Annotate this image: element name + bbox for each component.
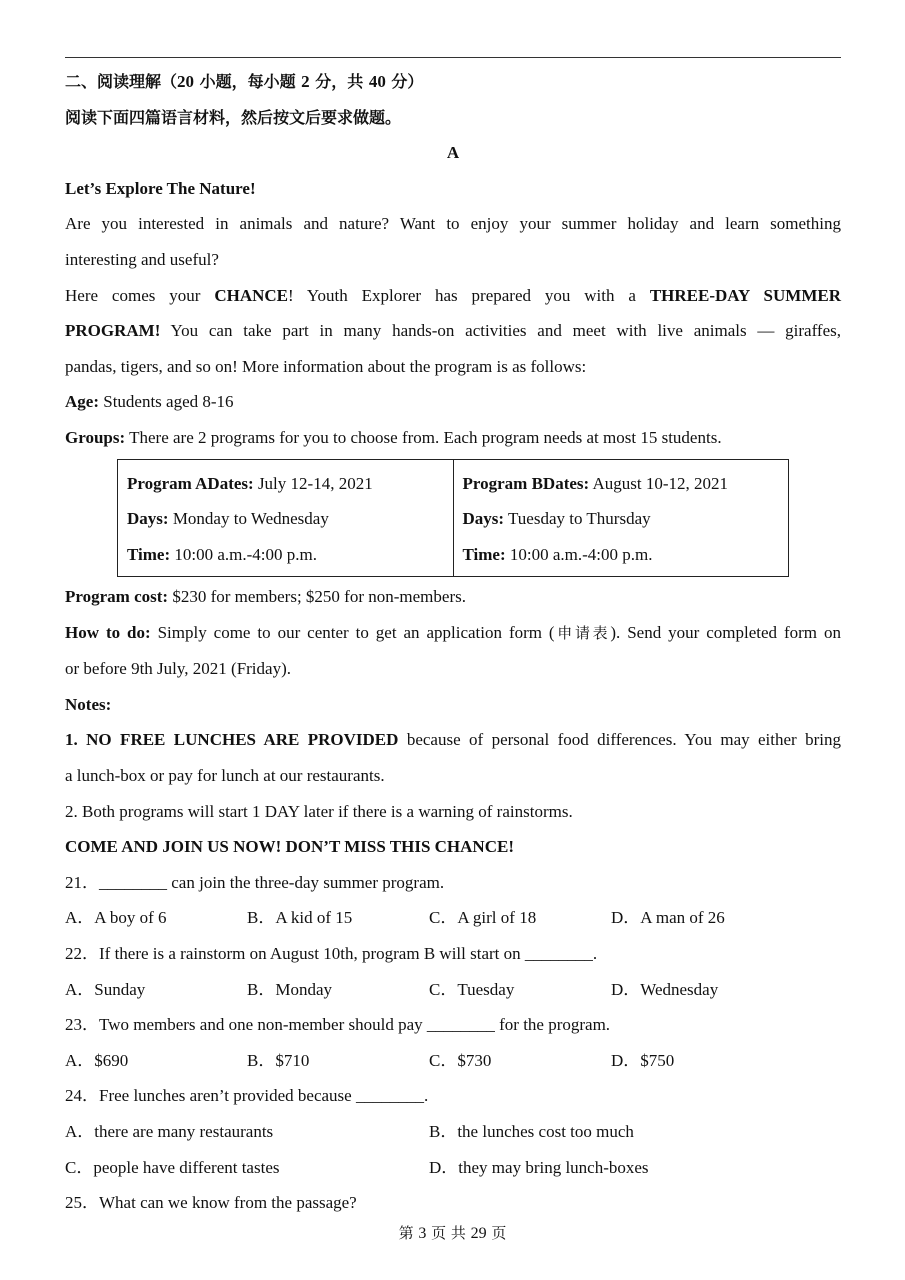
passage-title: Let’s Explore The Nature! <box>65 178 256 198</box>
program-a-time: Time: 10:00 a.m.-4:00 p.m. <box>127 544 317 564</box>
question-21-option-c[interactable]: C．A girl of 18 <box>429 908 537 928</box>
question-23-options <box>65 1043 841 1079</box>
question-24-options-row-2 <box>65 1150 841 1186</box>
chance-line-1: Here comes your CHANCE! Youth Explorer has prepared you with a THREE-DAY SUMMER <box>65 285 841 305</box>
question-24-option-d[interactable]: D．they may bring lunch-boxes <box>429 1157 649 1177</box>
cost-info: Program cost: $230 for members; $250 for non-members. <box>65 587 466 607</box>
question-22-options <box>65 972 841 1008</box>
question-21-stem: 21．________ can join the three-day summer program. <box>65 872 445 892</box>
header-rule <box>65 57 841 58</box>
intro-line-2: interesting and useful? <box>65 249 219 269</box>
exam-page <box>65 64 841 1221</box>
program-b-cell <box>453 459 789 577</box>
how-info-line-1: How to do: Simply come to our center to get an application form (申请表). Send your completed form on <box>65 622 841 642</box>
question-22-option-b[interactable]: B．Monday <box>247 979 332 999</box>
question-25-stem: 25．What can we know from the passage? <box>65 1193 357 1213</box>
note-1-line-2: a lunch-box or pay for lunch at our restaurants. <box>65 766 385 785</box>
chance-line-2: PROGRAM! You can take part in many hands-on activities and meet with live animals — giraffes, <box>65 321 841 341</box>
age-info: Age: Students aged 8-16 <box>65 392 234 412</box>
intro-line-1: Are you interested in animals and nature? Want to enjoy your summer holiday and learn something <box>65 214 841 234</box>
passage-letter: A <box>446 143 460 163</box>
question-24-stem: 24．Free lunches aren’t provided because ________. <box>65 1086 429 1106</box>
section-instruction: 阅读下面四篇语言材料，然后按文后要求做题。 <box>65 107 402 127</box>
program-b-dates: Program BDates: August 10-12, 2021 <box>462 473 729 493</box>
question-23-stem: 23．Two members and one non-member should pay ________ for the program. <box>65 1015 611 1035</box>
question-24-option-c[interactable]: C．people have different tastes <box>65 1157 280 1177</box>
groups-info: Groups: There are 2 programs for you to choose from. Each program needs at most 15 students. <box>65 427 722 447</box>
page-total: 29 <box>470 1225 487 1242</box>
question-21-option-d[interactable]: D．A man of 26 <box>611 908 725 928</box>
chance-line-3: pandas, tigers, and so on! More information about the program is as follows: <box>65 356 587 376</box>
section-title: 二、阅读理解（20 小题，每小题 2 分，共 40 分） <box>65 72 424 91</box>
program-table <box>117 459 789 578</box>
question-21-options <box>65 900 841 936</box>
program-b-time: Time: 10:00 a.m.-4:00 p.m. <box>462 544 653 564</box>
question-21-option-a[interactable]: A．A boy of 6 <box>65 908 167 928</box>
question-22-option-c[interactable]: C．Tuesday <box>429 979 515 999</box>
question-23-option-d[interactable]: D．$750 <box>611 1050 675 1070</box>
program-a-dates: Program ADates: July 12-14, 2021 <box>127 473 373 493</box>
question-22-stem: 22．If there is a rainstorm on August 10th, program B will start on ________. <box>65 943 598 963</box>
program-a-days: Days: Monday to Wednesday <box>127 509 329 529</box>
page-footer: 第 3 页 共 29 页 <box>398 1224 507 1242</box>
note-1-line-1: 1. NO FREE LUNCHES ARE PROVIDED because of personal food differences. You may either bring <box>65 730 842 750</box>
question-22-option-d[interactable]: D．Wednesday <box>611 979 719 999</box>
how-info-line-2: or before 9th July, 2021 (Friday). <box>65 659 291 679</box>
question-22-option-a[interactable]: A．Sunday <box>65 979 146 999</box>
page-number: 3 <box>418 1225 427 1242</box>
program-b-days: Days: Tuesday to Thursday <box>462 509 651 529</box>
question-21-option-b[interactable]: B．A kid of 15 <box>247 908 353 928</box>
notes-label: Notes: <box>65 694 112 714</box>
program-a-cell <box>118 459 454 577</box>
question-23-option-c[interactable]: C．$730 <box>429 1050 492 1070</box>
question-24-options-row-1 <box>65 1114 841 1150</box>
question-23-option-b[interactable]: B．$710 <box>247 1050 310 1070</box>
closing-line: COME AND JOIN US NOW! DON’T MISS THIS CHANCE! <box>65 837 514 857</box>
note-2: 2. Both programs will start 1 DAY later if there is a warning of rainstorms. <box>65 801 573 821</box>
question-24-option-b[interactable]: B．the lunches cost too much <box>429 1121 634 1141</box>
question-23-option-a[interactable]: A．$690 <box>65 1050 129 1070</box>
question-24-option-a[interactable]: A．there are many restaurants <box>65 1121 274 1141</box>
